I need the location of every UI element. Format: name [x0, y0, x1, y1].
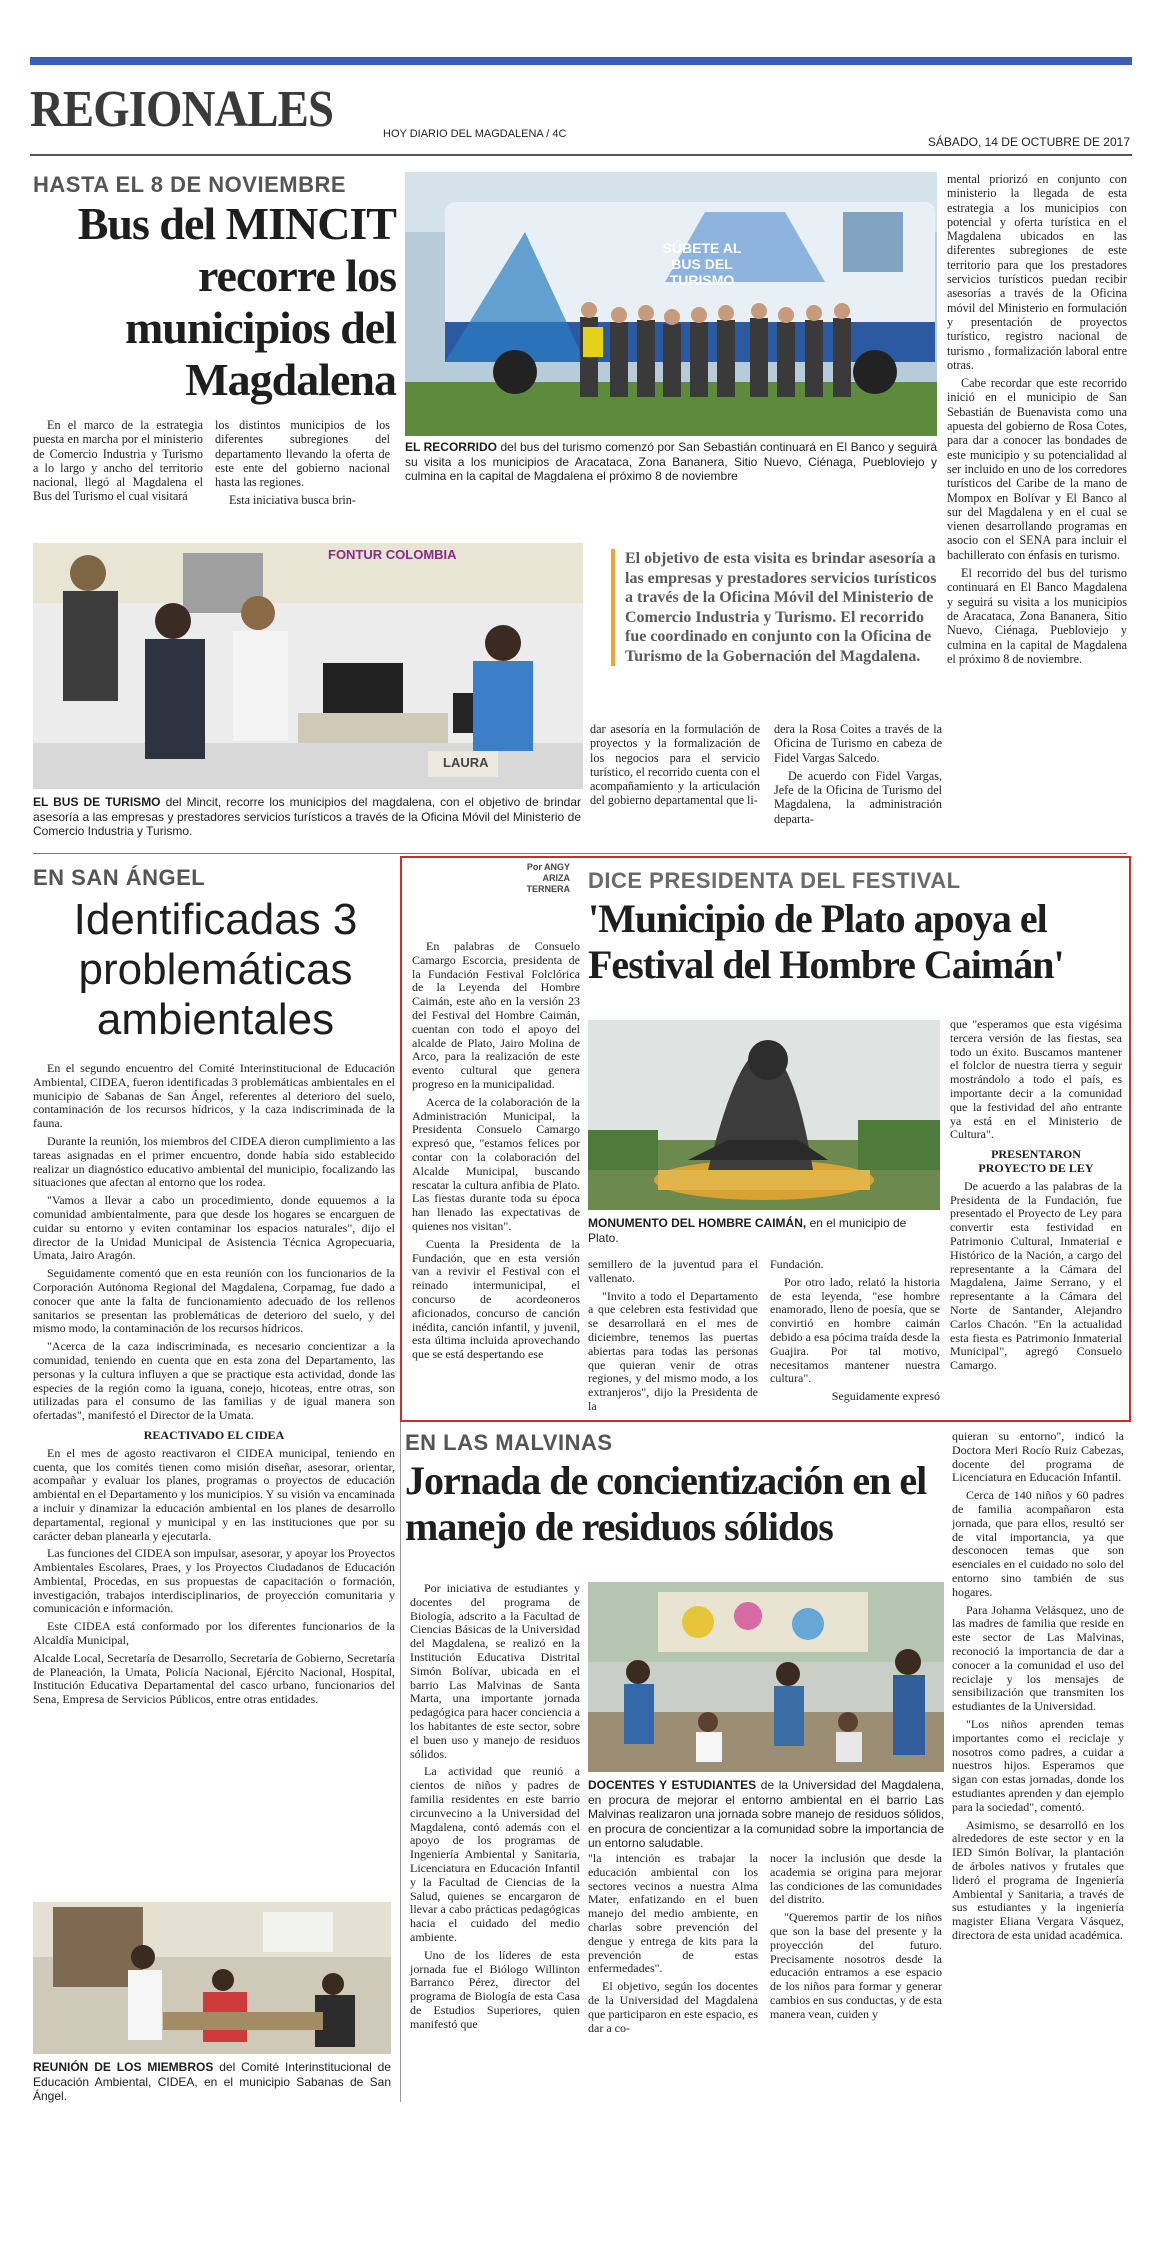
- bus-bottom-rule: [33, 853, 1127, 854]
- fontur-sign: FONTUR COLOMBIA: [328, 547, 457, 562]
- bus-col1: En el marco de la estrategia puesta en marcha por el ministerio de Comercio Industria y Turismo a lo largo y ancho del territorio nacional, llegó al Magdalena el Bus del Turismo el cual visitará: [33, 418, 203, 504]
- section-title: REGIONALES: [30, 81, 334, 138]
- paper-name: HOY DIARIO DEL MAGDALENA / 4C: [383, 128, 567, 140]
- plato-byline: Por ANGY ARIZA TERNERA: [526, 862, 570, 894]
- bus-col3: dar asesoría en la formulación de proyectos y la formalización de los negocios para el servicio turístico, el recorrido cuenta con el acompañamiento y la articulación del gobierno departamental que li-: [590, 722, 760, 808]
- plato-col3: Fundación. Por otro lado, relató la historia de esta leyenda, "ese hombre enamorado, lleno de poesía, que se convirtió en hombre caimán debido a esa pócima traída desde la Guajira. Por tal motivo, necesitamos mantener nuestra cultura". Seguidamente expresó: [770, 1257, 940, 1404]
- angel-subhead: REACTIVADO EL CIDEA: [143, 1427, 285, 1442]
- issue-date: SÁBADO, 14 DE OCTUBRE DE 2017: [927, 135, 1130, 149]
- malvinas-headline: Jornada de concientización en el manejo de residuos sólidos: [405, 1458, 927, 1549]
- malvinas-kicker: EN LAS MALVINAS: [405, 1430, 613, 1455]
- angel-body: En el segundo encuentro del Comité Interinstitucional de Educación Ambiental, CIDEA, fueron identificadas 3 problemáticas ambientales en el municipio de Sabanas de San Ángel, referentes al deterioro del suelo, contaminación de los recursos hídricos, y la caza indiscriminada de la fauna. Durante la reunión, los miembros del CIDEA dieron cumplimiento a las tareas asignadas en el primer encuentro, donde había sido establecido realizar un diagnóstico educativo ambiental del municipio, focalizando las situaciones que afectan al entorno que los rodea. "Vamos a llevar a cabo un procedimiento, donde equuemos a la comunidad ambientalmente, para que desde los hogares se encarguen de cuidar su entorno y eviten contaminar los espacios naturales", dijo el director de la Unidad Municipal de Asistencia Técnica Agropecuaria, Umata, Jairo Aragón. Seguidamente comentó que en esta reunión con los funcionarios de la Corporación Autónoma Regional del Magdalena, Corpamag, fue dado a conocer que ante la falta de funcionamiento adecuado de los rellenos sanitarios se presentan las problemáticas de deterioro del suelo, y del mismo modo, la contaminación de los recursos hídricos. "Acerca de la caza indiscriminada, es necesario concientizar a la comunidad, teniendo en cuenta que en esta zona del Departamento, las personas y la cultura influyen a que se practique esta actividad, donde las especies de la región como la iguana, conejo, hicoteas, entre otras, son utilizadas para el consumo de las familias y de igual manera son ofertadas", manifestó el Director de la Umata. REACTIVADO EL CIDEA En el mes de agosto reactivaron el CIDEA municipal, teniendo en cuenta, que los comités tienen como misión diseñar, asesorar, orientar, acompañar y evaluar los planes, programas o proyectos de educación ambiental en el Departamento y los municipios. Y su visión va encaminada a incluir y dinamizar la educación ambiental en los planes de desarrollo departamental, regional y municipal y en las instituciones que por su carácter deban planearla y ejecutarla. Las funciones del CIDEA son impulsar, asesorar, y apoyar los Proyectos Ambientales Escolares, Praes, y los Proyectos Ciudadanos de Educación Ambiental, Procedas, en sus propuestas de capacitación o formación, investigación, trabajos interdisciplinarios, de proyección comunitaria y comunicación e información. Este CIDEA está conformado por los diferentes funcionarios de la Alcaldía Municipal, Alcalde Local, Secretaría de Desarrollo, Secretaría de Gobierno, Secretaría de Planeación, la Umata, Policía Nacional, Ejército Nacional, Hospital, Institución Educativa Departamental del casco urbano, funcionarios del Sena, Empresa de Servicios Públicos, entre otras entidades.: [33, 1061, 395, 1707]
- malvinas-col2: "la intención es trabajar la educación ambiental con los sectores vecinos a nuestra Alma Mater, enfatizando en el buen manejo del medio ambiente, en charlas sobre prevención del dengue y entrega de kits para la prevención de estas enfermedades". El objetivo, según los docentes de la Universidad del Magdalena que participaron en este espacio, es dar a co-: [588, 1851, 758, 2035]
- bus-kicker: HASTA EL 8 DE NOVIEMBRE: [33, 172, 347, 197]
- plato-photo: [588, 1020, 940, 1210]
- malvinas-col1: Por iniciativa de estudiantes y docentes del programa de Biología, adscrito a la Facultad de Ciencias Básicas de la Universidad del Magdalena, se realizó en la Institución Educativa Distrital Simón Bolívar, ubicada en el barrio Las Malvinas de Santa Marta, una importante jornada pedagógica para hacer conciencia a los habitantes de este sector, sobre el buen uso y manejo de residuos sólidos. La actividad que reunió a cientos de niños y padres de familia residentes en este barrio circunvecino a la Universidad del Magdalena, contó además con el apoyo de los programas de Ingeniería Ambiental y Sanitaria, Licenciatura en Educación Infantil y la Facultad de Ciencias de la Salud, quienes se encargaron de llevar a cabo prácticas pedagógicas hacia el cuidado del medio ambiente. Uno de los líderes de esta jornada fue el Biólogo Willinton Barranco Pérez, director del programa de Biología de esta Casa de Estudios Superiores, quien manifestó que: [410, 1581, 580, 2031]
- angel-photo: [33, 1902, 391, 2054]
- angel-headline: Identificadas 3 problemáticas ambientales: [73, 895, 358, 1044]
- bus-right-column: mental priorizó en conjunto con ministerio la llegada de esta estrategia a los municipios con potencial y oferta turística en el Magdalena ubicados en las diferentes subregiones de este territorio para que los prestadores servicios turísticos puedan recibir asesorías a través de la Oficina móvil del Ministerio en formulación y presentación de proyectos turístico, registro nacional de turismo , formalización laboral entre otras. Cabe recordar que este recorrido inició en el municipio de San Sebastián de Buenavista como una apuesta del gobierno de Rosa Cotes, para dar a conocer las bondades de este municipio y su potencialidad al ser incluido en uno de los corredores turísticos del Caribe de la mano de Mompox en Bolívar y El Banco al sur del Magdalena y en el cual se vienen desarrollando programas en asocio con el SENA para incluir el bachillerato con énfasis en turismo. El recorrido del bus del turismo continuará en El Banco Magdalena y seguirá su visita a los municipios de Aracataca, Zona Bananera, Sitio Nuevo, Ciénaga, Puebloviejo y culmina en la capital de Magdalena el próximo 8 de noviembre.: [947, 172, 1127, 666]
- malvinas-photo: [588, 1582, 944, 1772]
- angel-kicker: EN SAN ÁNGEL: [33, 865, 206, 890]
- plato-kicker: DICE PRESIDENTA DEL FESTIVAL: [588, 868, 961, 893]
- plato-headline: 'Municipio de Plato apoya el Festival del Hombre Caimán': [588, 896, 1064, 987]
- name-tag: LAURA: [443, 755, 489, 770]
- bus-photo: [405, 172, 937, 436]
- plato-subhead: PRESENTARON PROYECTO DE LEY: [978, 1147, 1094, 1175]
- malvinas-caption: DOCENTES Y ESTUDIANTES de la Universidad del Magdalena, en procura de mejorar el entorno ambiental en el barrio Las Malvinas realizaron una jornada sobre manejo de residuos sólidos, en procura de concientizar a la comunidad sobre la importancia de un entorno saludable.: [588, 1778, 944, 1850]
- angel-caption: REUNIÓN DE LOS MIEMBROS del Comité Interinstitucional de Educación Ambiental, CIDEA, en el municipio Sabanas de San Ángel.: [33, 2060, 391, 2103]
- bus-col2: los distintos municipios de los diferentes subregiones del departamento llevando la oferta de este ente del gobierno nacional hasta las regiones. Esta iniciativa busca brin-: [215, 418, 390, 508]
- bus-headline: Bus del MINCIT recorre los municipios del Magdalena: [77, 198, 396, 405]
- malvinas-right-column: quieran su entorno", indicó la Doctora Meri Rocío Ruiz Cabezas, docente del programa de Licenciatura en Educación Infantil. Cerca de 140 niños y 60 padres de familia acompañaron esta jornada, que para ellos, resultó ser de vital importancia, ya que desconocen temas que son esenciales en el cuidado no solo del entorno sino también de sus hogares. Para Johanna Velásquez, uno de las madres de familia que reside en este sector de Las Malvinas, reconoció la importancia de dar a conocer a la comunidad el uso del reciclaje y los mensajes de sensibilización que transmiten los estudiantes de la Universidad. "Los niños aprenden temas importantes como el reciclaje y nosotros como padres, a cuidar a nuestros hijos. Esperamos que sigan con estas jornadas, donde los estudiantes aprenden y dan ejemplo para la sociedad", comentó. Asimismo, se desarrolló en los alrededores de este sector y en la IED Simón Bolívar, la plantación de árboles nativos y frutales que lideró el programa de Ingeniería Ambiental y Sanitaria, a través de sus estudiantes y la ingeniería magister Eliana Vergara Vásquez, directora de esta unidad académica.: [952, 1429, 1124, 1942]
- malvinas-col3: nocer la inclusión que desde la academia se origina para mejorar las condiciones de las comunidades del distrito. "Queremos partir de los niños que son la base del presente y la proyección del futuro. Precisamente nosotros desde la educación entramos a ese espacio de los niños para formar y generar cambios en sus conductas, y de esta manera vean, cuiden y: [770, 1851, 942, 2021]
- top-accent-bar: [30, 57, 1132, 65]
- bus-sign: SÚBETE AL BUS DEL TURISMO: [662, 240, 742, 288]
- plato-right-column: que "esperamos que esta vigésima tercera versión de las fiestas, sea todo un éxito. Buscamos mantener el folclor de nuestra tierra y seguir mostrándolo a todo el país, es importante decir a la comunidad que la festividad del año entrante ya está en el Ministerio de Cultura". PRESENTARON PROYECTO DE LEY De acuerdo a las palabras de la Presidenta de la Fundación, fue presentado el Proyecto de Ley para convertir esta festividad en Patrimonio Cultural, Inmaterial e Histórico de la Nación, a cargo del representante a la Cámara del Magdalena, Jaime Serrano, y el representante a la Cámara del Norte de Santander, Alejandro Carlos Chacón. "En la actualidad esta fiesta es Patrimonio Inmaterial Municipal", agregó Consuelo Camargo.: [950, 1017, 1122, 1373]
- bus-photo2-caption: EL BUS DE TURISMO del Mincit, recorre los municipios del magdalena, con el objetivo de brindar asesoría a las empresas y prestadores servicios turísticos a través de la Oficina Móvil del Ministerio de Comercio Industria y Turismo.: [33, 795, 581, 838]
- bus-photo1-caption: EL RECORRIDO del bus del turismo comenzó por San Sebastián continuará en El Banco y seguirá su visita a los municipios de Aracataca, Zona Bananera, Sitio Nuevo, Ciénaga, Puebloviejo y culmina en la capital de Magdalena el próximo 8 de noviembre: [405, 440, 937, 483]
- header-rule: [30, 154, 1132, 156]
- plato-caption: MONUMENTO DEL HOMBRE CAIMÁN, en el municipio de Plato.: [588, 1216, 907, 1245]
- bus-col4: dera la Rosa Coites a través de la Oficina de Turismo en cabeza de Fidel Vargas Salcedo. De acuerdo con Fidel Vargas, Jefe de la Oficina de Turismo del Magdalena, la administración departa-: [774, 722, 942, 826]
- plato-col1: En palabras de Consuelo Camargo Escorcia, presidenta de la Fundación Festival Folclórica de la Leyenda del Hombre Caimán, este año en la versión 23 del Festival del Hombre Caimán, cuentan con todo el apoyo del alcalde de Plato, Jairo Molina de Arco, para la realización de este evento cultural que genera progreso en la municipalidad. Acerca de la colaboración de la Administración Municipal, la Presidenta Consuelo Camargo expresó que, "estamos felices por contar con la colaboración del Alcalde Municipal, buscando rescatar la cultura anfibia de Plato. Las fiestas durante toda su época han llenado las expectativas de quienes nos visitan". Cuenta la Presidenta de la Fundación, que en esta versión van a revivir el Festival con el reinado intermunicipal, el concurso de acordeoneros aficionados, concurso de canción inédita, canción infantil, y juvenil, esta última incluida aprovechando que se está despertando ese: [412, 939, 580, 1362]
- plato-col2: semillero de la juventud para el vallenato. "Invito a todo el Departamento a que celebren esta festividad que se desarrollará en el mes de diciembre, tenemos las puertas abiertas para todas las personas que quieran venir de otras regiones, y del mismo modo, a los extranjeros", dijo la Presidenta de la: [588, 1257, 758, 1413]
- bus-pull-quote: El objetivo de esta visita es brindar asesoría a las empresas y prestadores servicios turísticos a través de la Oficina Móvil del Ministerio de Comercio Industria y Turismo. El recorrido fue coordinado en conjunto con la Oficina de Turismo de la Gobernación del Magdalena.: [611, 549, 947, 666]
- bus-photo-2: [33, 543, 583, 789]
